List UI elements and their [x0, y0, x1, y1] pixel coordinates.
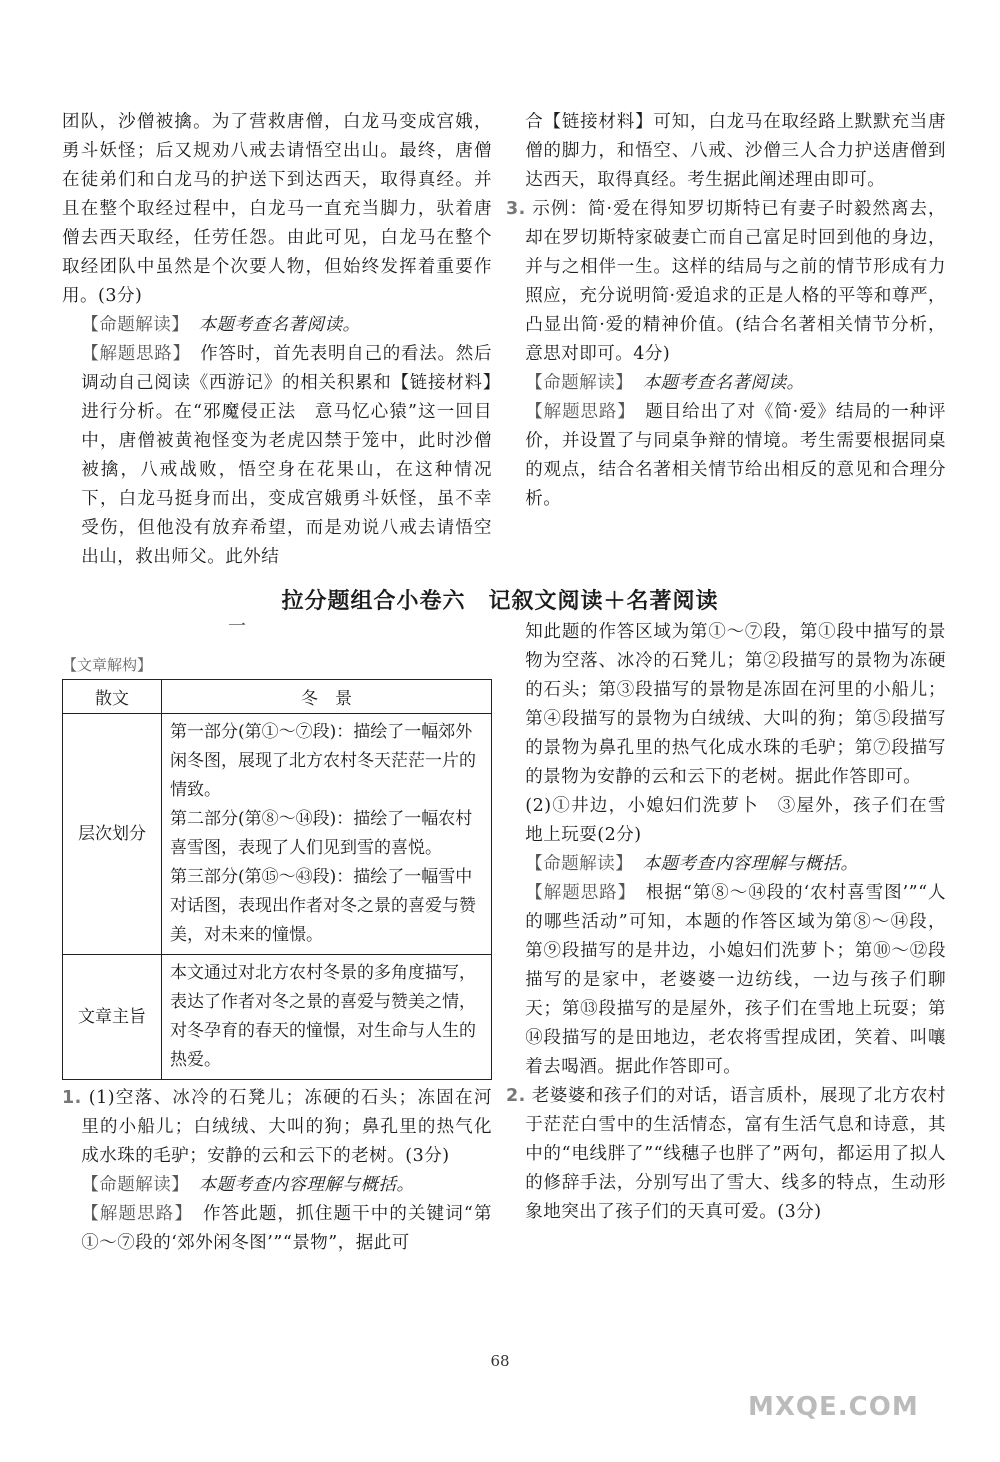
table-row-label: 文章主旨: [63, 955, 162, 1080]
analysis-row: [62, 340, 492, 572]
table-cell-line: 第三部分(第⑮～㊸段)：描绘了一幅雪中对话图，表现出作者对冬之景的喜爱与赞美，对未来的憧憬。: [170, 867, 476, 945]
question-number: 3.: [506, 199, 526, 219]
table-header-row: [63, 680, 492, 714]
tag-text: 本题考查名著阅读。: [642, 373, 805, 393]
watermark-logo: MXQE.COM: [748, 1392, 919, 1422]
tag-text: 本题考查名著阅读。: [198, 315, 361, 335]
question-2: [506, 1082, 946, 1227]
right-column-bottom: [506, 618, 946, 1227]
structure-tag: 【文章解构】: [62, 656, 153, 674]
table-header-cell: 散文: [63, 680, 162, 714]
left-column-top: [62, 108, 492, 572]
answer-paragraph: 知此题的作答区域为第①～⑦段，第①段中描写的景物为空落、冰冷的石凳儿；第②段描写的景物为冻硬的石头；第③段描写的景物是冻固在河里的小船儿；第④段描写的景物为白绒绒、大叫的狗；第⑤段描写的景物为鼻孔里的热气化成水珠的毛驴；第⑦段描写的景物为安静的云和云下的老树。据此作答即可。: [525, 622, 946, 787]
tag-label: 【命题解读】: [81, 1175, 181, 1195]
structure-table: [62, 679, 492, 1080]
table-header-cell: 冬 景: [162, 680, 492, 714]
question-text: 老婆婆和孩子们的对话，语言质朴，展现了北方农村于茫茫白雪中的生活情态，富有生活气息和诗意，其中的“电线胖了”“线穗子也胖了”两句，都运用了拟人的修辞手法，分别写出了雪大、线多的特点，生动形象地突出了孩子们的天真可爱。(3分): [525, 1086, 946, 1222]
analysis-row: [62, 1200, 492, 1258]
tag-text: 题目给出了对《简·爱》结局的一种评价，并设置了与同桌争辩的情境。考生需要根据同桌的观点，结合名著相关情节给出相反的意见和合理分析。: [525, 402, 947, 509]
tag-label: 【命题解读】: [525, 373, 625, 393]
tag-text: 本题考查内容理解与概括。: [642, 854, 859, 874]
table-cell: 本文通过对北方农村冬景的多角度描写，表达了作者对冬之景的喜爱与赞美之情，对冬孕育的春天的憧憬，对生命与人生的热爱。: [162, 955, 492, 1080]
tag-label: 【解题思路】: [81, 1204, 185, 1224]
left-column-bottom: [62, 648, 492, 1258]
right-column-top: [506, 108, 946, 514]
table-cell: [162, 714, 492, 955]
tag-label: 【命题解读】: [525, 854, 625, 874]
analysis-row: [506, 879, 946, 1082]
analysis-row: [506, 398, 946, 514]
answer-paragraph: 合【链接材料】可知，白龙马在取经路上默默充当唐僧的脚力，和悟空、八戒、沙僧三人合力护送唐僧到达西天，取得真经。考生据此阐述理由即可。: [525, 112, 946, 190]
table-row: [63, 955, 492, 1080]
analysis-row: [62, 311, 492, 340]
question-number: 1.: [62, 1088, 82, 1108]
question-text: (1)空落、冰冷的石凳儿；冻硬的石头；冻固在河里的小船儿；白绒绒、大叫的狗；鼻孔里的热气化成水珠的毛驴；安静的云和云下的老树。(3分): [81, 1088, 492, 1166]
analysis-row: [62, 1171, 492, 1200]
tag-label: 【解题思路】: [525, 883, 628, 903]
tag-label: 【命题解读】: [81, 315, 181, 335]
tag-text: 作答时，首先表明自己的看法。然后调动自己阅读《西游记》的相关积累和【链接材料】进行分析。在“邪魔侵正法 意马忆心猿”这一回目中，唐僧被黄袍怪变为老虎囚禁于笼中，此时沙僧被擒，八戒战败，悟空身在花果山，在这种情况下，白龙马挺身而出，变成宫娥勇斗妖怪，虽不幸受伤，但他没有放弃希望，而是劝说八戒去请悟空出山，救出师父。此外结: [81, 344, 492, 567]
question-3: [506, 195, 946, 369]
question-1: [62, 1084, 492, 1171]
table-cell-line: 第二部分(第⑧～⑭段)：描绘了一幅农村喜雪图，表现了人们见到雪的喜悦。: [170, 809, 473, 858]
part-number: 一: [228, 616, 246, 637]
page-number: 68: [490, 1352, 510, 1370]
tag-text: 根据“第⑧～⑭段的‘农村喜雪图’”“人的哪些活动”可知，本题的作答区域为第⑧～⑭段，第⑨段描写的是井边，小媳妇们洗萝卜；第⑩～⑫段描写的是家中，老婆婆一边纺线，一边与孩子们聊天；第⑬段描写的是屋外，孩子们在雪地上玩耍；第⑭段描写的是田地边，老农将雪捏成团，笑着、叫嚷着去喝酒。据此作答即可。: [525, 883, 947, 1077]
tag-label: 【解题思路】: [81, 344, 182, 364]
tag-text: 作答此题，抓住题干中的关键词“第①～⑦段的‘郊外闲冬图’”“景物”，据此可: [81, 1204, 493, 1253]
answer-paragraph: 团队，沙僧被擒。为了营救唐僧，白龙马变成宫娥，勇斗妖怪；后又规劝八戒去请悟空出山。最终，唐僧在徒弟们和白龙马的护送下到达西天，取得真经。并且在整个取经过程中，白龙马一直充当脚力，驮着唐僧去西天取经，任劳任怨。由此可见，白龙马在整个取经团队中虽然是个次要人物，但始终发挥着重要作用。(3分): [62, 112, 492, 306]
answer-paragraph: (2)①井边，小媳妇们洗萝卜 ③屋外，孩子们在雪地上玩耍(2分): [525, 796, 946, 845]
table-row-label: 层次划分: [63, 714, 162, 955]
tag-label: 【解题思路】: [525, 402, 627, 422]
analysis-row: [506, 369, 946, 398]
table-row: [63, 714, 492, 955]
section-title: 拉分题组合小卷六 记叙文阅读＋名著阅读: [281, 589, 719, 614]
question-text: 示例：简·爱在得知罗切斯特已有妻子时毅然离去，却在罗切斯特家破妻亡而自己富足时回到他的身边，并与之相伴一生。这样的结局与之前的情节形成有力照应，充分说明简·爱追求的正是人格的平等和尊严，凸显出简·爱的精神价值。(结合名著相关情节分析，意思对即可。4分): [525, 199, 946, 364]
question-number: 2.: [506, 1086, 526, 1106]
tag-text: 本题考查内容理解与概括。: [198, 1175, 415, 1195]
analysis-row: [506, 850, 946, 879]
table-cell-line: 第一部分(第①～⑦段)：描绘了一幅郊外闲冬图，展现了北方农村冬天茫茫一片的情致。: [170, 722, 476, 800]
